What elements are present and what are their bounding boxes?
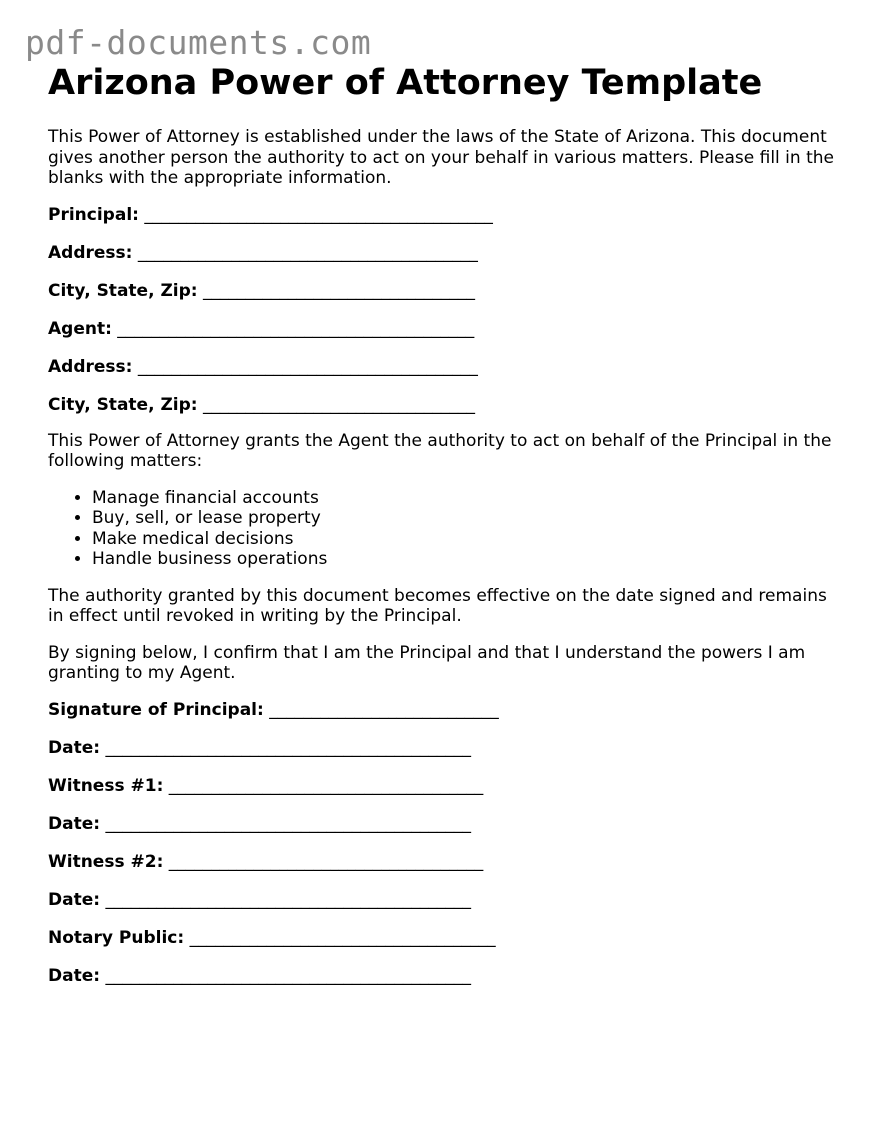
witness-2-label: Witness #2: [48,851,164,872]
agent-city-state-zip-blank[interactable]: ________________________________ [202,394,475,415]
witness-2-field[interactable] [48,852,838,872]
agent-label: Agent: [48,318,112,339]
notary-date-blank[interactable]: ___________________________________________ [105,965,471,986]
agent-field[interactable] [48,319,838,339]
principal-address-label: Address: [48,242,133,263]
witness-1-date-blank[interactable]: ___________________________________________ [105,813,471,834]
witness-1-label: Witness #1: [48,775,164,796]
witness-2-date-blank[interactable]: ___________________________________________ [105,889,471,910]
witness-1-date-label: Date: [48,813,101,834]
effective-paragraph: The authority granted by this document becomes effective on the date signed and remains in effect until revoked in writing by the Principal. [48,585,827,626]
witness-2-blank[interactable]: _____________________________________ [168,851,484,872]
principal-signature-blank[interactable]: ___________________________ [269,699,499,720]
list-item: • Manage financial accounts [92,488,838,509]
matters-list [48,488,838,570]
agent-address-field[interactable] [48,357,838,377]
principal-city-state-zip-field[interactable] [48,281,838,301]
witness-2-date-field[interactable] [48,890,838,910]
principal-address-blank[interactable]: ________________________________________ [137,242,478,263]
witness-1-date-field[interactable] [48,814,838,834]
notary-date-label: Date: [48,965,101,986]
notary-public-blank[interactable]: ____________________________________ [189,927,496,948]
principal-date-blank[interactable]: ___________________________________________ [105,737,471,758]
list-item: • Buy, sell, or lease property [92,508,838,529]
agent-address-blank[interactable]: ________________________________________ [137,356,478,377]
principal-field[interactable] [48,205,838,225]
witness-1-field[interactable] [48,776,838,796]
notary-date-field[interactable] [48,966,838,986]
confirm-paragraph: By signing below, I confirm that I am the Principal and that I understand the powers I am granting to my Agent. [48,642,806,683]
agent-city-state-zip-field[interactable] [48,395,838,415]
principal-blank[interactable]: _________________________________________ [144,204,493,225]
principal-address-field[interactable] [48,243,838,263]
principal-signature-label: Signature of Principal: [48,699,264,720]
document-body [48,62,838,986]
list-item: • Handle business operations [92,549,838,570]
principal-signature-field[interactable] [48,700,838,720]
principal-city-state-zip-blank[interactable]: ________________________________ [202,280,475,301]
principal-label: Principal: [48,204,139,225]
notary-public-field[interactable] [48,928,838,948]
witness-1-blank[interactable]: _____________________________________ [168,775,484,796]
agent-city-state-zip-label: City, State, Zip: [48,394,198,415]
document-title: Arizona Power of Attorney Template [48,63,763,103]
watermark: pdf-documents.com [25,23,372,62]
principal-date-label: Date: [48,737,101,758]
principal-city-state-zip-label: City, State, Zip: [48,280,198,301]
intro-paragraph: This Power of Attorney is established under the laws of the State of Arizona. This document gives another person the authority to act on your behalf in various matters. Please fill in the blanks with the appropriate information. [48,127,834,188]
grant-paragraph: This Power of Attorney grants the Agent the authority to act on behalf of the Principal in the following matters: [48,430,832,471]
agent-blank[interactable]: __________________________________________ [117,318,475,339]
list-item: • Make medical decisions [92,529,838,550]
notary-public-label: Notary Public: [48,927,185,948]
principal-date-field[interactable] [48,738,838,758]
agent-address-label: Address: [48,356,133,377]
witness-2-date-label: Date: [48,889,101,910]
